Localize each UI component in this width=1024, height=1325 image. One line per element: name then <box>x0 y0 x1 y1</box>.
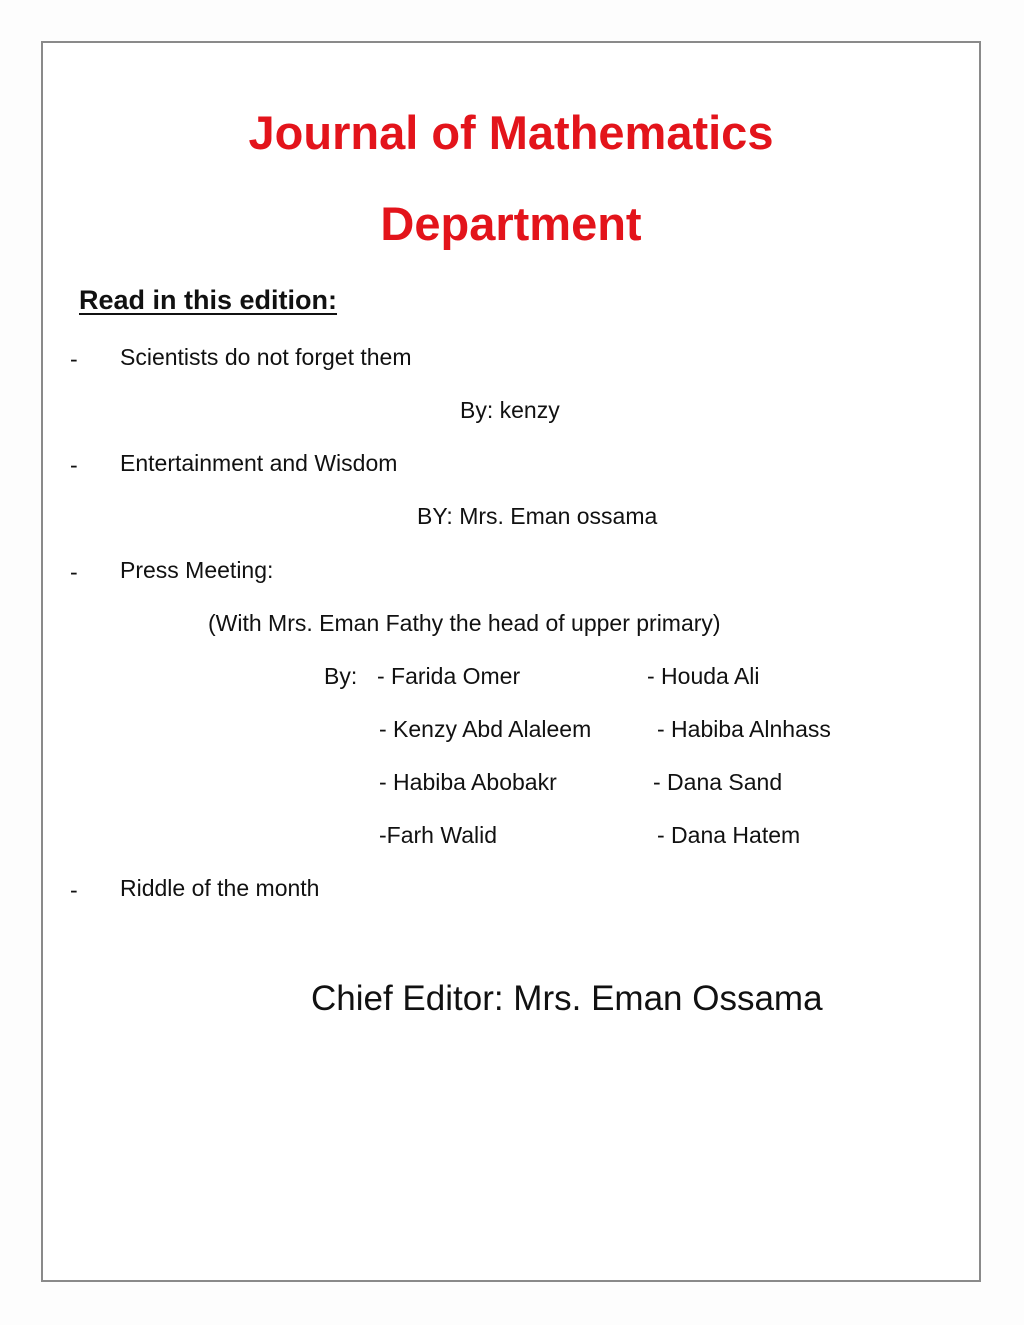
author-farh-walid: -Farh Walid <box>379 822 497 848</box>
list-bullet: - <box>70 346 78 372</box>
byline-entertainment: BY: Mrs. Eman ossama <box>417 503 658 529</box>
list-bullet: - <box>70 877 78 903</box>
author-farida-omer: - Farida Omer <box>377 663 521 689</box>
author-habiba-abobakr: - Habiba Abobakr <box>379 769 557 795</box>
list-bullet: - <box>70 559 78 585</box>
journal-title-line-1: Journal of Mathematics <box>248 106 774 159</box>
list-item-entertainment: Entertainment and Wisdom <box>120 450 398 476</box>
press-meeting-subtitle: (With Mrs. Eman Fathy the head of upper primary) <box>208 610 721 636</box>
byline-scientists: By: kenzy <box>460 397 560 423</box>
author-dana-hatem: - Dana Hatem <box>657 822 801 848</box>
list-item-scientists: Scientists do not forget them <box>120 344 412 370</box>
author-habiba-alnhass: - Habiba Alnhass <box>657 716 831 742</box>
edition-heading: Read in this edition: <box>79 285 338 315</box>
author-houda-ali: - Houda Ali <box>647 663 760 689</box>
list-bullet: - <box>70 452 78 478</box>
journal-cover-page <box>41 41 981 1282</box>
chief-editor: Chief Editor: Mrs. Eman Ossama <box>311 979 823 1018</box>
author-kenzy-abd-alaleem: - Kenzy Abd Alaleem <box>379 716 592 742</box>
list-item-riddle: Riddle of the month <box>120 875 320 901</box>
list-item-press-meeting: Press Meeting: <box>120 557 274 583</box>
author-dana-sand: - Dana Sand <box>653 769 783 795</box>
press-meeting-by-label: By: <box>324 663 358 689</box>
journal-title-line-2: Department <box>380 197 642 250</box>
